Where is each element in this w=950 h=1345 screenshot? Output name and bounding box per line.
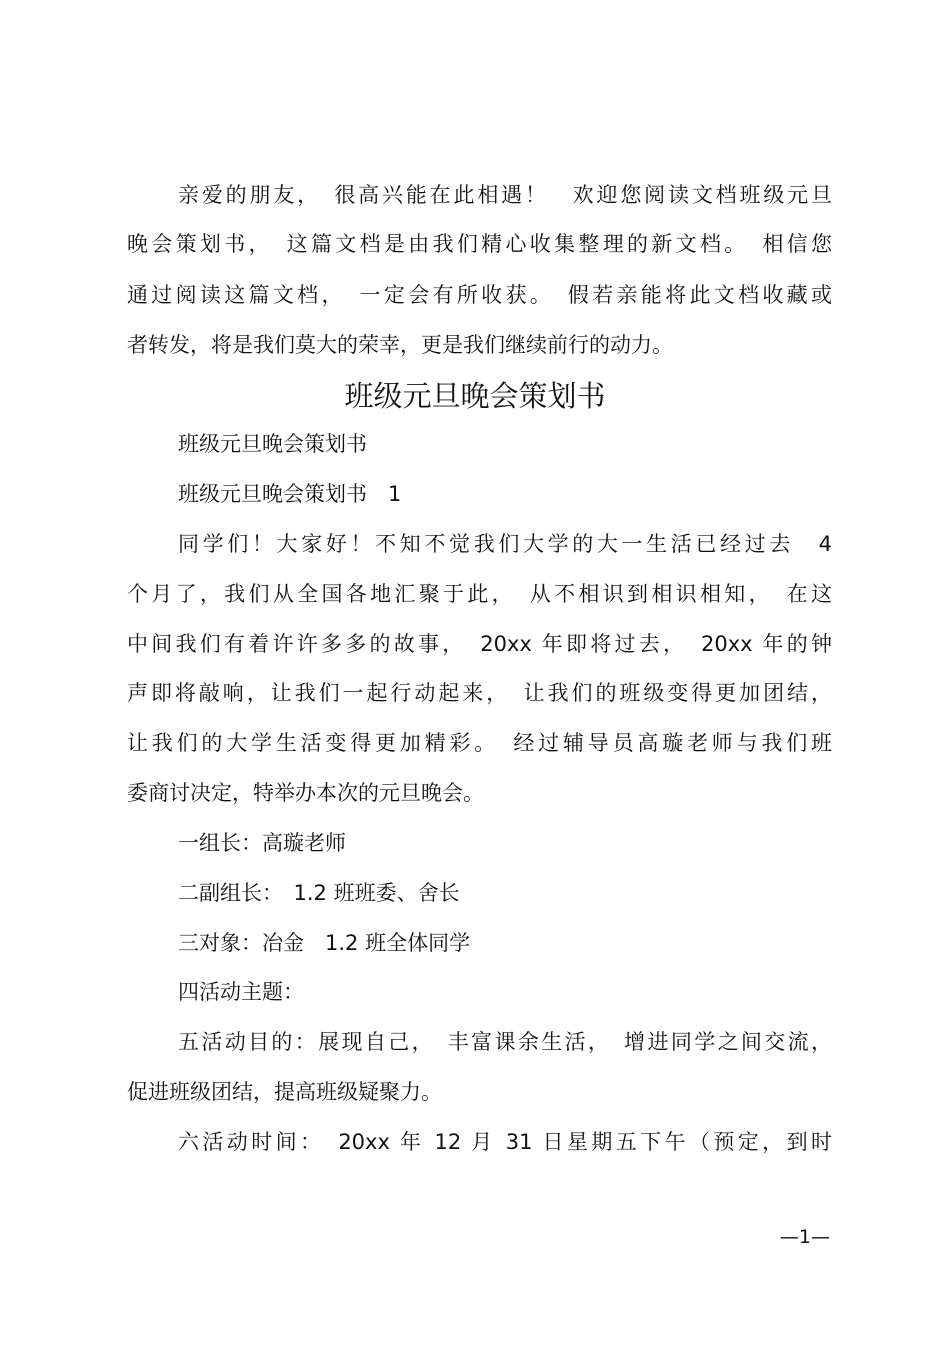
opening-line-2: 个月了，我们从全国各地汇聚于此， 从不相识到相识相知， 在这	[127, 582, 832, 606]
intro-line-3: 通过阅读这篇文档， 一定会有所收获。 假若亲能将此文档收藏或	[127, 283, 832, 307]
document-subtitle-numbered: 班级元旦晚会策划书 1	[178, 482, 402, 506]
item-purpose-line-1: 五活动目的：展现自己， 丰富课余生活， 增进同学之间交流，	[178, 1030, 832, 1054]
document-title: 班级元旦晚会策划书	[344, 379, 606, 413]
item-deputy-leader: 二副组长： 1.2 班班委、舍长	[178, 881, 460, 905]
page-number: —1—	[779, 1226, 830, 1248]
item-purpose-line-2: 促进班级团结，提高班级疑聚力。	[127, 1080, 442, 1104]
opening-line-5: 让我们的大学生活变得更加精彩。 经过辅导员高璇老师与我们班	[127, 731, 832, 755]
intro-line-1: 亲爱的朋友， 很高兴能在此相遇！ 欢迎您阅读文档班级元旦	[178, 183, 832, 207]
intro-line-4: 者转发，将是我们莫大的荣幸，更是我们继续前行的动力。	[127, 333, 673, 357]
item-theme: 四活动主题：	[178, 980, 304, 1004]
opening-line-6: 委商讨决定，特举办本次的元旦晚会。	[127, 781, 484, 805]
item-audience: 三对象：冶金 1.2 班全体同学	[178, 931, 471, 955]
intro-line-2: 晚会策划书， 这篇文档是由我们精心收集整理的新文档。 相信您	[127, 232, 832, 256]
item-time: 六活动时间： 20xx 年 12 月 31 日星期五下午（预定，到时	[178, 1130, 832, 1154]
opening-line-4: 声即将敲响，让我们一起行动起来， 让我们的班级变得更加团结，	[127, 681, 832, 705]
document-subtitle: 班级元旦晚会策划书	[178, 432, 367, 456]
item-leader: 一组长：高璇老师	[178, 831, 346, 855]
opening-line-1: 同学们！大家好！不知不觉我们大学的大一生活已经过去 4	[178, 532, 832, 556]
opening-line-3: 中间我们有着许许多多的故事， 20xx 年即将过去， 20xx 年的钟	[127, 632, 832, 656]
